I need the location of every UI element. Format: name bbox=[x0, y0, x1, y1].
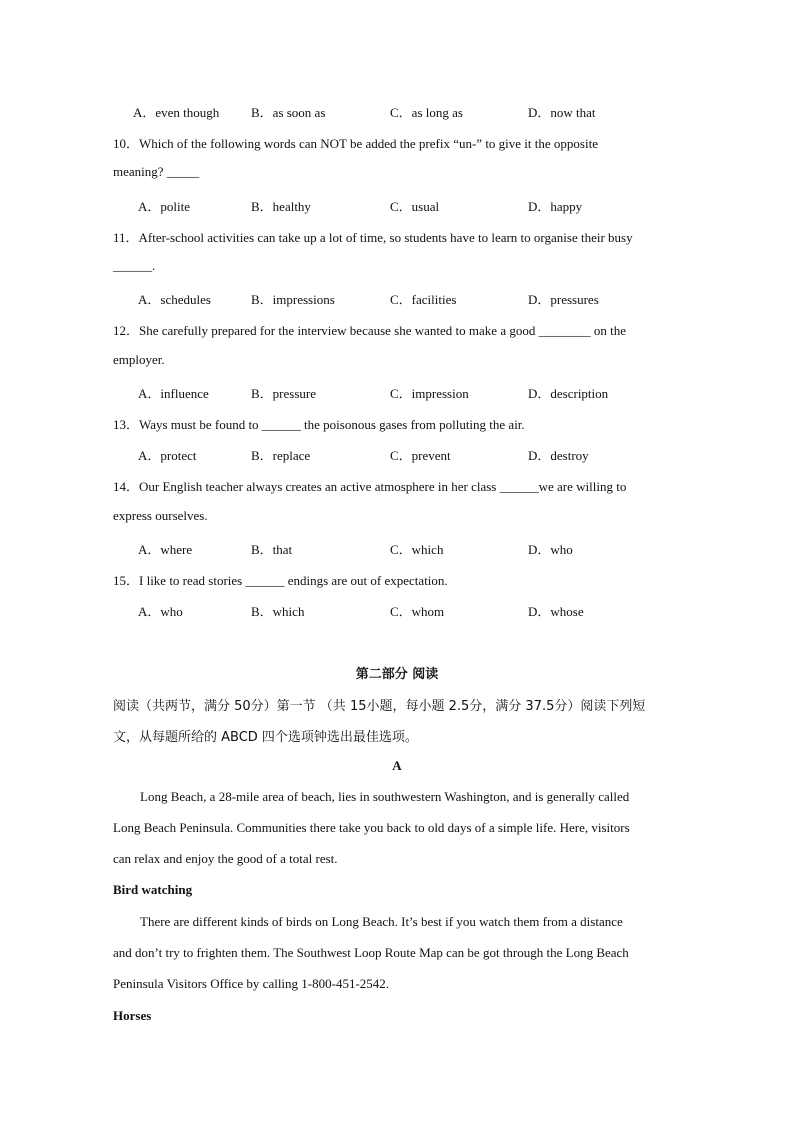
q11-option-b: B．impressions bbox=[251, 292, 335, 307]
q9-option-d: D．now that bbox=[528, 105, 596, 120]
q10-option-c: C．usual bbox=[390, 199, 440, 214]
q14-option-a: A．where bbox=[138, 542, 193, 557]
part2-heading: 第二部分 阅读 bbox=[355, 667, 439, 682]
q10-options bbox=[0, 196, 794, 214]
passage-p1-line3: can relax and enjoy the good of a total rest. bbox=[113, 851, 338, 866]
q12-options bbox=[0, 383, 794, 401]
q11-stem-line2: ______. bbox=[113, 258, 156, 273]
q10-stem-line2: meaning? _____ bbox=[113, 164, 200, 179]
passage-p2-line3: Peninsula Visitors Office by calling 1-800-451-2542. bbox=[113, 976, 390, 991]
q15-stem-line1: 15．I like to read stories ______ endings are out of expectation. bbox=[113, 573, 448, 588]
passage-p1-line1: Long Beach, a 28-mile area of beach, lies in southwestern Washington, and is generally called bbox=[140, 789, 630, 804]
q13-options bbox=[0, 445, 794, 463]
q15-option-a: A．who bbox=[138, 604, 183, 619]
q15-option-c: C．whom bbox=[390, 604, 445, 619]
q11-option-a: A．schedules bbox=[138, 292, 211, 307]
q11-stem-line1: 11．After-school activities can take up a lot of time, so students have to learn to organise their busy bbox=[113, 230, 633, 245]
q9-option-a: A．even though bbox=[133, 105, 220, 120]
q14-option-b: B．that bbox=[251, 542, 293, 557]
part2-instruction-line2: 文，从每题所给的 ABCD 四个选项钟选出最佳选项。 bbox=[113, 730, 418, 745]
q10-option-b: B．healthy bbox=[251, 199, 311, 214]
q14-option-c: C．which bbox=[390, 542, 444, 557]
q15-option-d: D．whose bbox=[528, 604, 584, 619]
passage-p2-line1: There are different kinds of birds on Long Beach. It’s best if you watch them from a distance bbox=[140, 914, 623, 929]
q14-option-d: D．who bbox=[528, 542, 573, 557]
q15-options bbox=[0, 601, 794, 619]
passage-heading-bird-watching: Bird watching bbox=[113, 882, 193, 897]
q14-stem-line1: 14．Our English teacher always creates an active atmosphere in her class ______we are willing to bbox=[113, 479, 627, 494]
q11-option-c: C．facilities bbox=[390, 292, 457, 307]
q13-option-d: D．destroy bbox=[528, 448, 589, 463]
q13-option-c: C．prevent bbox=[390, 448, 451, 463]
q15-option-b: B．which bbox=[251, 604, 305, 619]
q9-options bbox=[0, 102, 794, 120]
q14-stem-line2: express ourselves. bbox=[113, 508, 208, 523]
q12-option-d: D．description bbox=[528, 386, 609, 401]
q13-option-b: B．replace bbox=[251, 448, 311, 463]
passage-p1-line2: Long Beach Peninsula. Communities there take you back to old days of a simple life. Here, visitors bbox=[113, 820, 630, 835]
q9-option-b: B．as soon as bbox=[251, 105, 326, 120]
section-label: A bbox=[392, 758, 402, 773]
q12-stem-line1: 12．She carefully prepared for the interview because she wanted to make a good ________ on the bbox=[113, 323, 626, 338]
q12-option-a: A．influence bbox=[138, 386, 209, 401]
part2-instruction-line1: 阅读（共两节，满分 50分）第一节 （共 15小题，每小题 2.5分，满分 37.5分）阅读下列短 bbox=[113, 699, 646, 714]
q10-stem-line1: 10．Which of the following words can NOT be added the prefix “un-” to give it the opposite bbox=[113, 136, 598, 151]
q10-option-d: D．happy bbox=[528, 199, 583, 214]
q10-option-a: A．polite bbox=[138, 199, 190, 214]
q12-option-b: B．pressure bbox=[251, 386, 316, 401]
q11-option-d: D．pressures bbox=[528, 292, 599, 307]
q12-stem-line2: employer. bbox=[113, 352, 165, 367]
q11-options bbox=[0, 289, 794, 307]
q9-option-c: C．as long as bbox=[390, 105, 463, 120]
q13-stem-line1: 13．Ways must be found to ______ the poisonous gases from polluting the air. bbox=[113, 417, 525, 432]
passage-heading-horses: Horses bbox=[113, 1008, 152, 1023]
passage-p2-line2: and don’t try to frighten them. The Southwest Loop Route Map can be got through the Long Beach bbox=[113, 945, 629, 960]
q12-option-c: C．impression bbox=[390, 386, 469, 401]
q14-options bbox=[0, 539, 794, 557]
q13-option-a: A．protect bbox=[138, 448, 197, 463]
